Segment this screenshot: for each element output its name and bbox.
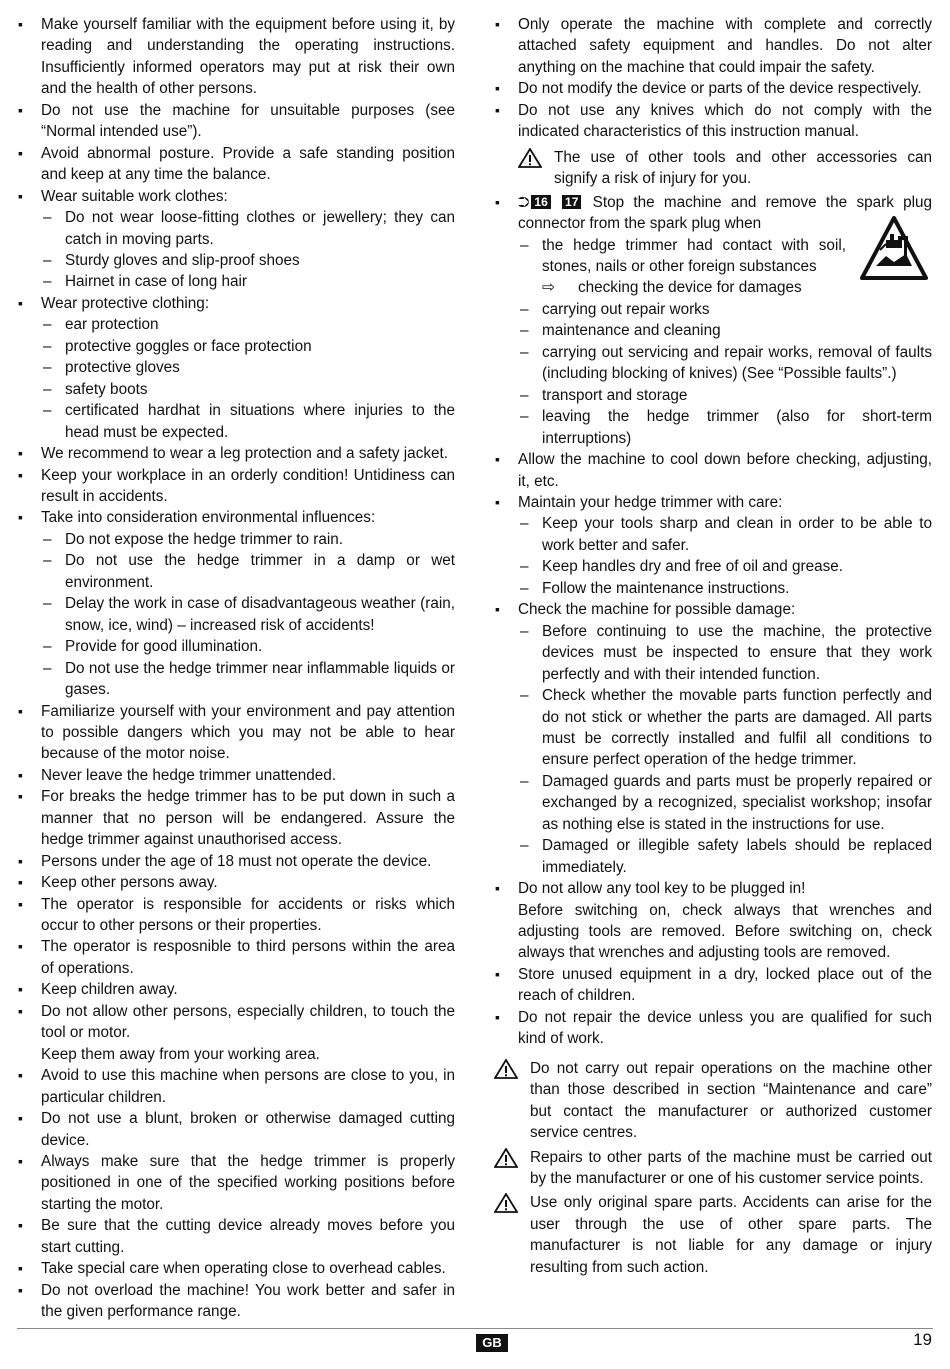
stop-arrow-subitem	[494, 277, 932, 298]
footer-divider	[17, 1328, 933, 1329]
item-text: Check the machine for possible damage:	[518, 601, 796, 619]
item-text: the hedge trimmer had contact with soil, stones, nails or other foreign substances	[542, 236, 846, 275]
left-continuation-text	[17, 1044, 455, 1065]
item-text: Do not use the hedge trimmer near inflammable liquids or gases.	[65, 659, 455, 699]
right-bullet-item	[494, 78, 932, 99]
item-text: Store unused equipment in a dry, locked place out of the reach of children.	[518, 965, 932, 1005]
right-bullet-item	[494, 492, 932, 513]
item-text: Maintain your hedge trimmer with care:	[518, 493, 783, 511]
left-bullet-item	[17, 1065, 455, 1108]
item-text: maintenance and cleaning	[542, 322, 721, 340]
right-dash-subitem	[494, 835, 932, 878]
left-dash-subitem	[17, 379, 455, 400]
item-text: Do not use any knives which do not comply with the indicated characteristics of this instruction manual.	[518, 101, 932, 141]
item-text: Do not repair the device unless you are qualified for such kind of work.	[518, 1008, 932, 1048]
item-text: Allow the machine to cool down before checking, adjusting, it, etc.	[518, 451, 932, 490]
item-text: Do not modify the device or parts of the device respectively.	[518, 80, 922, 98]
left-bullet-item	[17, 1001, 455, 1044]
item-text: Follow the maintenance instructions.	[542, 579, 790, 597]
item-text: Persons under the age of 18 must not operate the device.	[41, 852, 432, 870]
stop-dash-subitem	[494, 299, 932, 320]
warning-triangle-icon	[494, 1059, 518, 1079]
left-bullet-item	[17, 786, 455, 850]
item-text: certificated hardhat in situations where injuries to the head must be expected.	[65, 402, 455, 441]
left-bullet-item	[17, 443, 455, 464]
item-text: Take into consideration environmental influences:	[41, 509, 376, 527]
knife-warning-text: The use of other tools and other accessories can signify a risk of injury for you.	[554, 148, 932, 188]
warning-text: Use only original spare parts. Accidents can arise for the user through the use of other spare parts. The manufacturer is not liable for any damage or injury resulting from such action.	[530, 1194, 932, 1276]
left-dash-subitem	[17, 658, 455, 701]
right-bullet-item	[494, 1007, 932, 1050]
stop-dash-subitem	[494, 342, 932, 385]
item-text: Check whether the movable parts function perfectly and do not stick or whether the parts are damaged. All parts must be correctly installed and fulfil all conditions to ensure perfect operation of the hedge trimmer.	[542, 687, 932, 769]
left-bullet-item	[17, 979, 455, 1000]
left-bullet-item	[17, 1215, 455, 1258]
item-text: carrying out repair works	[542, 300, 710, 318]
right-bullet-item	[494, 878, 932, 899]
right-bullet-item	[494, 449, 932, 492]
left-bullet-item	[17, 1258, 455, 1279]
item-text: Wear protective clothing:	[41, 294, 210, 312]
left-dash-subitem	[17, 400, 455, 443]
item-text: Keep handles dry and free of oil and grease.	[542, 558, 844, 576]
left-bullet-item	[17, 894, 455, 937]
item-text: Take special care when operating close to overhead cables.	[41, 1260, 446, 1278]
figure-ref-badge-16: 16	[531, 195, 550, 209]
item-text: Delay the work in case of disadvantageous weather (rain, snow, ice, wind) – increased risk of accidents!	[65, 595, 455, 634]
item-text: Before switching on, check always that wrenches and adjusting tools are removed. Before switching on, check always that wrenches and adjusting tools are removed.	[518, 901, 932, 962]
left-dash-subitem	[17, 636, 455, 657]
right-column	[494, 14, 932, 1281]
item-text: Keep children away.	[41, 981, 178, 999]
item-text: Sturdy gloves and slip-proof shoes	[65, 251, 300, 269]
left-bullet-item	[17, 293, 455, 314]
item-text: The operator is responsible for accidents or risks which occur to other persons or their properties.	[41, 895, 455, 935]
warning-triangle-icon	[518, 148, 542, 168]
right-dash-subitem	[494, 578, 932, 599]
item-text: Keep other persons away.	[41, 874, 218, 892]
left-bullet-item	[17, 872, 455, 893]
left-dash-subitem	[17, 271, 455, 292]
left-bullet-item	[17, 851, 455, 872]
right-continuation-text	[494, 900, 932, 964]
right-dash-subitem	[494, 771, 932, 835]
stop-dash-subitem	[494, 320, 932, 341]
right-bullet-item	[494, 100, 932, 143]
left-dash-subitem	[17, 357, 455, 378]
item-text: protective gloves	[65, 359, 180, 377]
hollow-arrow-icon: ⇨	[542, 279, 555, 297]
item-text: Familiarize yourself with your environment and pay attention to possible dangers which you may not be able to hear because of the motor noise.	[41, 702, 455, 763]
repair-warning-note	[494, 1192, 932, 1278]
language-badge: GB	[476, 1334, 508, 1352]
item-text: transport and storage	[542, 386, 688, 404]
item-text: Do not wear loose-fitting clothes or jewellery; they can catch in moving parts.	[65, 209, 455, 248]
right-bullet-item	[494, 964, 932, 1007]
figure-ref-badge-17: 17	[562, 195, 581, 209]
item-text: Do not use a blunt, broken or otherwise damaged cutting device.	[41, 1110, 455, 1149]
right-dash-subitem	[494, 621, 932, 685]
left-bullet-item	[17, 1151, 455, 1215]
left-bullet-item	[17, 701, 455, 765]
left-bullet-item	[17, 186, 455, 207]
item-text: Damaged guards and parts must be properly repaired or exchanged by a recognized, specialist workshop; insofar as nothing else is stated in the instructions for use.	[542, 772, 932, 833]
left-bullet-item	[17, 1280, 455, 1323]
left-dash-subitem	[17, 529, 455, 550]
warning-text: Repairs to other parts of the machine must be carried out by the manufacturer or one of his customer service points.	[530, 1148, 932, 1188]
item-text: Keep your workplace in an orderly condition! Untidiness can result in accidents.	[41, 466, 455, 505]
warning-triangle-icon	[494, 1193, 518, 1213]
stop-dash-subitem	[494, 385, 932, 406]
item-text: The operator is resposnible to third persons within the area of operations.	[41, 938, 455, 977]
left-column	[17, 14, 455, 1323]
item-text: Be sure that the cutting device already moves before you start cutting.	[41, 1217, 455, 1256]
left-bullet-item	[17, 507, 455, 528]
item-text: checking the device for damages	[578, 279, 802, 297]
item-text: Before continuing to use the machine, the protective devices must be inspected to ensure that they work perfectly and with their intended function.	[542, 622, 932, 683]
item-text: Never leave the hedge trimmer unattended.	[41, 766, 337, 784]
item-text: Do not allow any tool key to be plugged in!	[518, 880, 806, 898]
stop-machine-text: Stop the machine and remove the spark plug connector from the spark plug when	[518, 193, 933, 233]
left-bullet-item	[17, 1108, 455, 1151]
item-text: Avoid abnormal posture. Provide a safe standing position and keep at any time the balance.	[41, 144, 455, 184]
knife-warning-note	[494, 147, 932, 190]
item-text: protective goggles or face protection	[65, 337, 312, 355]
repair-warning-note	[494, 1147, 932, 1190]
spark-plug-removal-pictogram	[860, 216, 928, 280]
item-text: Make yourself familiar with the equipment before using it, by reading and understanding the operating instructions. Insufficiently informed operators may put at risk their own and the health of other persons.	[41, 16, 455, 98]
see-figure-arrow-icon: ⮊	[518, 193, 530, 211]
item-text: For breaks the hedge trimmer has to be put down in such a manner that no person will be endangered. Assure the hedge trimmer against unauthorised access.	[41, 788, 455, 849]
left-dash-subitem	[17, 336, 455, 357]
stop-dash-subitem	[494, 406, 932, 449]
left-bullet-item	[17, 143, 455, 186]
item-text: Provide for good illumination.	[65, 638, 263, 656]
left-dash-subitem	[17, 593, 455, 636]
item-text: Do not expose the hedge trimmer to rain.	[65, 530, 344, 548]
item-text: Wear suitable work clothes:	[41, 187, 228, 205]
right-bullet-item	[494, 14, 932, 78]
left-bullet-item	[17, 465, 455, 508]
right-bullet-item	[494, 599, 932, 620]
repair-warning-note	[494, 1058, 932, 1144]
item-text: leaving the hedge trimmer (also for short-term interruptions)	[542, 408, 932, 447]
item-text: Do not allow other persons, especially children, to touch the tool or motor.	[41, 1002, 455, 1042]
item-text: Do not overload the machine! You work better and safer in the given performance range.	[41, 1281, 455, 1321]
left-dash-subitem	[17, 550, 455, 593]
item-text: Keep them away from your working area.	[41, 1045, 320, 1063]
item-text: Damaged or illegible safety labels should be replaced immediately.	[542, 837, 932, 876]
page-number: 19	[913, 1330, 932, 1349]
left-bullet-item	[17, 14, 455, 100]
warning-text: Do not carry out repair operations on the machine other than those described in section “Maintenance and care” but contact the manufacturer or authorized customer service centres.	[530, 1059, 932, 1142]
item-text: Keep your tools sharp and clean in order to be able to work better and safer.	[542, 515, 932, 554]
left-bullet-item	[17, 100, 455, 143]
left-bullet-item	[17, 765, 455, 786]
left-dash-subitem	[17, 207, 455, 250]
item-text: Do not use the hedge trimmer in a damp or wet environment.	[65, 552, 455, 591]
right-dash-subitem	[494, 685, 932, 771]
item-text: safety boots	[65, 380, 148, 398]
item-text: Only operate the machine with complete and correctly attached safety equipment and handles. Do not alter anything on the machine that could impair the safety.	[518, 16, 932, 76]
right-dash-subitem	[494, 513, 932, 556]
left-dash-subitem	[17, 250, 455, 271]
left-bullet-item	[17, 936, 455, 979]
left-dash-subitem	[17, 314, 455, 335]
item-text: We recommend to wear a leg protection and a safety jacket.	[41, 445, 448, 463]
warning-triangle-icon	[494, 1148, 518, 1168]
item-text: Do not use the machine for unsuitable purposes (see “Normal intended use”).	[41, 101, 455, 141]
item-text: Avoid to use this machine when persons are close to you, in particular children.	[41, 1067, 455, 1106]
right-dash-subitem	[494, 556, 932, 577]
item-text: carrying out servicing and repair works, removal of faults (including blocking of knives) (See “Possible faults”.)	[542, 343, 932, 383]
item-text: Hairnet in case of long hair	[65, 273, 247, 291]
item-text: Always make sure that the hedge trimmer is properly positioned in one of the specified working positions before starting the motor.	[41, 1153, 455, 1213]
item-text: ear protection	[65, 316, 159, 334]
